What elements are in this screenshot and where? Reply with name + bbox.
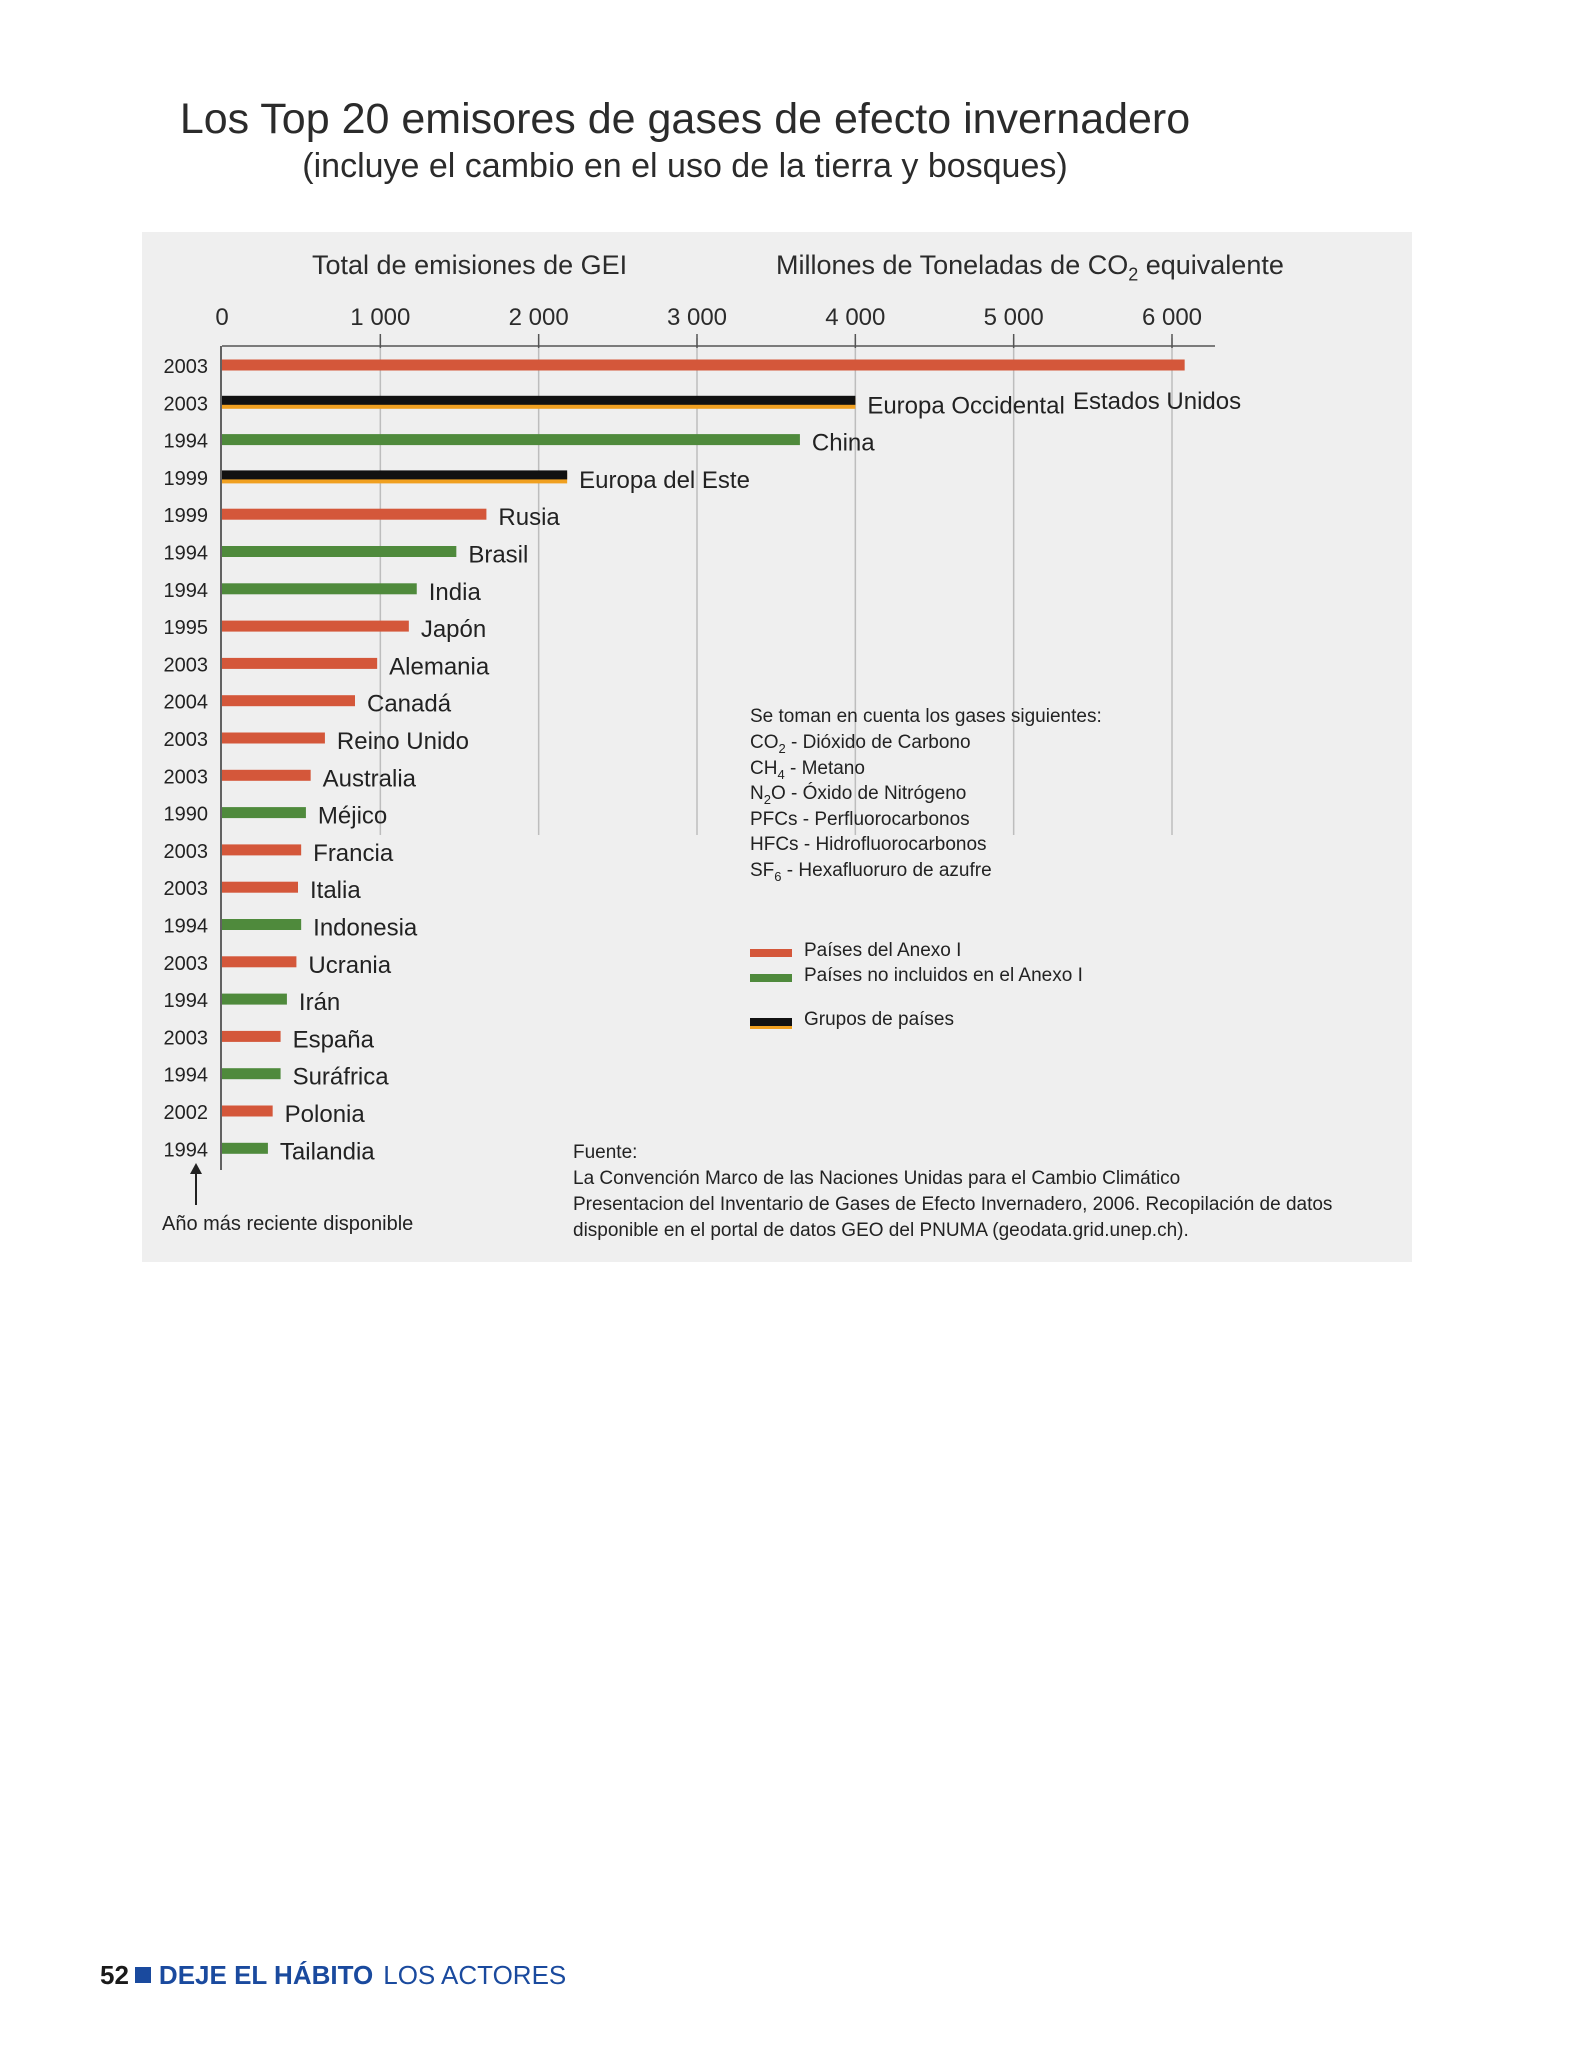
year-label: 1994 bbox=[163, 542, 208, 565]
bar-label: Méjico bbox=[317, 802, 388, 830]
bar-label: Irán bbox=[298, 989, 341, 1017]
bar-label: Estados Unidos bbox=[1073, 388, 1242, 415]
legend-label: Grupos de países bbox=[804, 1009, 954, 1030]
bar-label: Reino Unido bbox=[336, 728, 470, 755]
legend-swatch bbox=[750, 949, 792, 957]
bar bbox=[222, 807, 306, 818]
square-icon bbox=[135, 1967, 151, 1983]
bar bbox=[222, 695, 355, 706]
chart-title: Los Top 20 emisores de gases de efecto invernadero bbox=[179, 95, 1191, 143]
year-label: 2003 bbox=[163, 952, 208, 975]
gas-item: $CH_4$ - Metano bbox=[750, 757, 865, 782]
year-label: 1994 bbox=[163, 990, 208, 1013]
bar bbox=[222, 546, 456, 557]
gas-item: $N_2O$ - Óxido de Nitrógeno bbox=[750, 783, 967, 807]
year-label: 1999 bbox=[163, 467, 208, 490]
bar bbox=[222, 434, 800, 445]
bar bbox=[222, 1068, 281, 1079]
tick-label: 6 000 bbox=[1141, 304, 1203, 331]
tick-label: 2 000 bbox=[508, 304, 569, 331]
bar-label: Alemania bbox=[389, 653, 490, 681]
year-label: 1995 bbox=[163, 617, 208, 640]
bar-label: Europa Occidental bbox=[867, 392, 1065, 420]
bar-label: Suráfrica bbox=[292, 1063, 389, 1091]
bar-label: Ucrania bbox=[308, 951, 392, 979]
source-block bbox=[573, 1140, 1332, 1244]
bar bbox=[222, 844, 301, 855]
bar bbox=[222, 1106, 273, 1117]
bar-label: Brasil bbox=[468, 541, 529, 569]
bar bbox=[222, 396, 855, 405]
gas-item: HFCs - Hidrofluorocarbonos bbox=[750, 834, 987, 855]
legend-label: Países del Anexo I bbox=[804, 940, 962, 961]
bar-label: Tailandia bbox=[279, 1138, 375, 1166]
year-label: 2003 bbox=[163, 393, 208, 416]
year-label: 2003 bbox=[163, 840, 208, 863]
bar-label: Polonia bbox=[284, 1101, 365, 1128]
source-line: Presentacion del Inventario de Gases de Efecto Invernadero, 2006. Recopilación de datos bbox=[573, 1194, 1333, 1215]
bar-label: China bbox=[811, 429, 875, 457]
year-label: 1994 bbox=[163, 1139, 208, 1162]
year-label: 2003 bbox=[163, 766, 208, 789]
page-footer bbox=[100, 1960, 566, 1991]
year-label: 1994 bbox=[163, 915, 208, 938]
year-label: 2004 bbox=[163, 691, 208, 714]
bar-label: Indonesia bbox=[313, 914, 418, 942]
source-line: La Convención Marco de las Naciones Unidas para el Cambio Climático bbox=[573, 1168, 1181, 1189]
brand-name: DEJE EL HÁBITO bbox=[158, 1960, 374, 1990]
unit-label: Millones de Toneladas de $CO_2$ equivalente bbox=[776, 250, 1284, 285]
year-label: 2003 bbox=[163, 729, 208, 751]
gas-item: $CO_2$ - Dióxido de Carbono bbox=[750, 732, 971, 756]
section-name: LOS ACTORES bbox=[383, 1960, 567, 1990]
bar bbox=[222, 956, 296, 967]
year-label: 2003 bbox=[163, 356, 208, 378]
year-label: 2003 bbox=[163, 878, 208, 901]
bar bbox=[222, 470, 567, 479]
bar bbox=[222, 621, 409, 632]
bar bbox=[222, 583, 417, 594]
arrow-head-icon bbox=[190, 1163, 202, 1174]
gases-intro: Se toman en cuenta los gases siguientes: bbox=[750, 706, 1102, 727]
bar-label: Japón bbox=[420, 616, 487, 644]
tick-label: 5 000 bbox=[983, 304, 1044, 331]
bar-label: España bbox=[292, 1026, 374, 1054]
year-label: 1994 bbox=[163, 1064, 208, 1087]
legend-swatch bbox=[750, 974, 792, 982]
recent-year-note: Año más reciente disponible bbox=[162, 1213, 414, 1235]
tick-label: 4 000 bbox=[825, 304, 886, 331]
bar bbox=[222, 919, 301, 930]
bar-label: Rusia bbox=[498, 504, 560, 532]
bar-label: Canadá bbox=[367, 690, 452, 718]
bar bbox=[222, 1143, 268, 1154]
bar-label: Italia bbox=[310, 877, 361, 905]
bar bbox=[222, 733, 325, 744]
bar bbox=[222, 509, 486, 520]
bar bbox=[222, 882, 298, 893]
legend-label: Países no incluidos en el Anexo I bbox=[804, 965, 1083, 986]
gas-item: $SF_6$ - Hexafluoruro de azufre bbox=[750, 859, 992, 884]
source-label: Fuente: bbox=[573, 1142, 638, 1163]
bar bbox=[222, 658, 377, 669]
tick-label: 0 bbox=[215, 304, 229, 331]
bar-label: Australia bbox=[322, 765, 417, 793]
legend-swatch bbox=[750, 1018, 792, 1029]
bar bbox=[222, 770, 311, 781]
bar bbox=[222, 1031, 281, 1042]
year-label: 1994 bbox=[163, 579, 208, 602]
bar-label: Europa del Este bbox=[579, 466, 750, 494]
year-label: 2003 bbox=[163, 1027, 208, 1050]
bar-label: India bbox=[428, 578, 481, 606]
page-number: 52 bbox=[100, 1960, 129, 1990]
year-label: 2003 bbox=[163, 654, 208, 677]
bar bbox=[222, 994, 287, 1005]
tick-label: 1 000 bbox=[350, 304, 411, 331]
x-axis-label: Total de emisiones de GEI bbox=[312, 250, 628, 280]
bar bbox=[222, 360, 1185, 371]
bar-label: Francia bbox=[313, 839, 394, 867]
year-label: 1999 bbox=[163, 505, 208, 528]
chart-subtitle: (incluye el cambio en el uso de la tierra y bosques) bbox=[302, 147, 1068, 185]
source-line: disponible en el portal de datos GEO del PNUMA (geodata.grid.unep.ch). bbox=[573, 1220, 1189, 1241]
tick-label: 3 000 bbox=[666, 304, 728, 331]
year-label: 1990 bbox=[163, 803, 208, 826]
year-label: 2002 bbox=[163, 1102, 208, 1124]
year-label: 1994 bbox=[163, 430, 208, 453]
gas-item: PFCs - Perfluorocarbonos bbox=[750, 808, 970, 830]
